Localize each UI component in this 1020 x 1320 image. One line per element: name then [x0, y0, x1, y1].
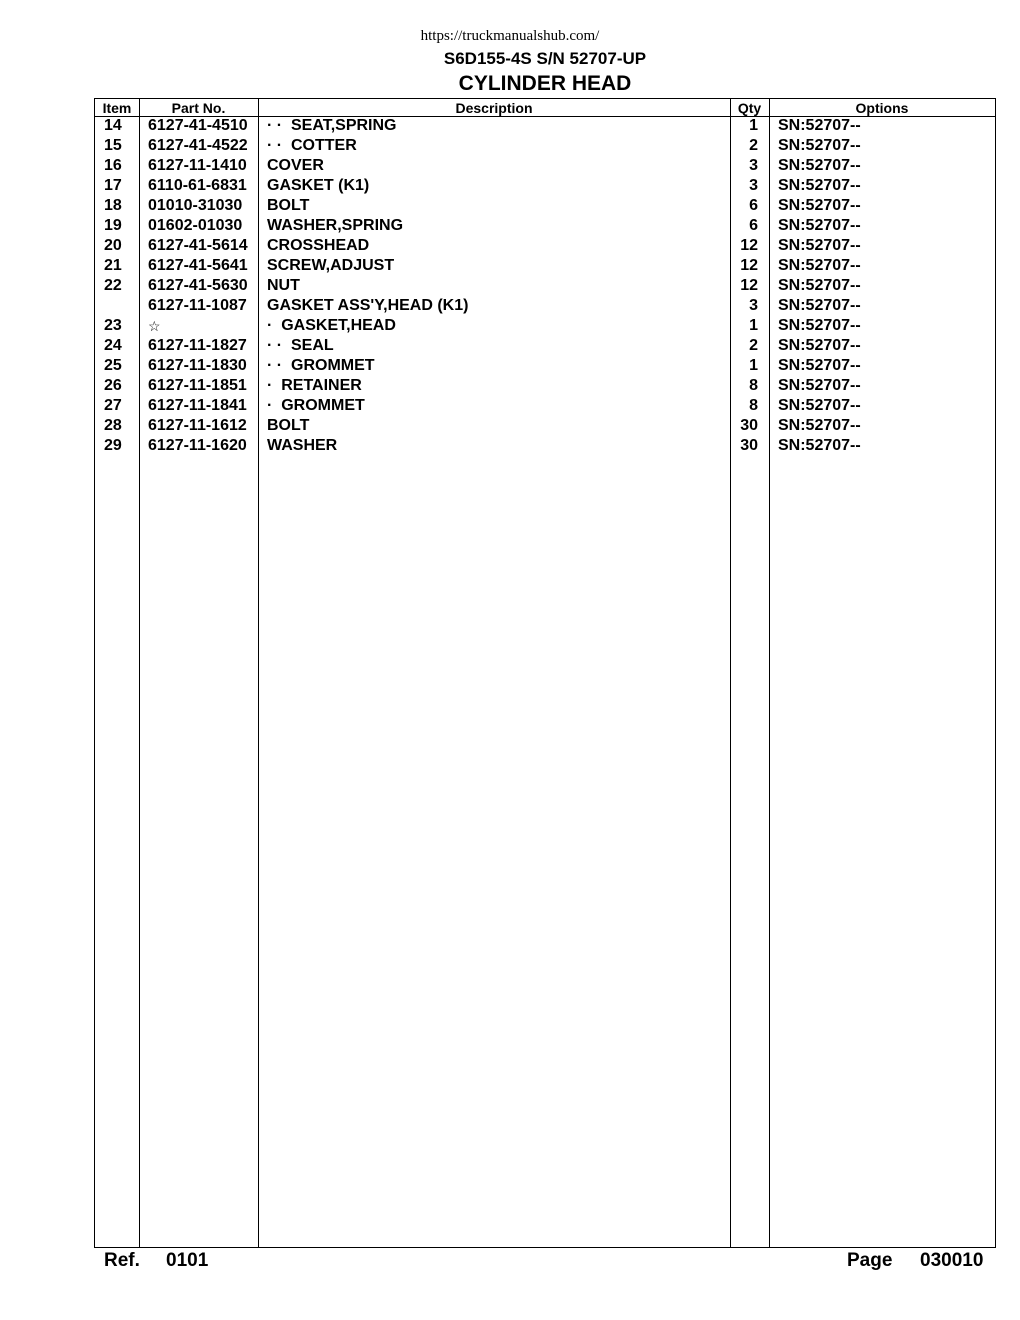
table-row	[95, 157, 995, 177]
part-description: GASKET ASS'Y,HEAD (K1)	[267, 297, 469, 314]
table-row	[95, 177, 995, 197]
part-description: WASHER,SPRING	[267, 217, 404, 234]
item-number: 26	[104, 377, 122, 394]
quantity: 1	[749, 317, 758, 334]
part-number: 6127-41-4510	[148, 117, 248, 134]
part-number: 6127-11-1620	[148, 437, 247, 454]
part-description: · · SEAT,SPRING	[267, 117, 397, 134]
quantity: 30	[740, 437, 758, 454]
item-number: 18	[104, 197, 122, 214]
quantity: 6	[749, 197, 758, 214]
part-number: 6127-11-1087	[148, 297, 247, 314]
item-number: 20	[104, 237, 122, 254]
part-description: COVER	[267, 157, 324, 174]
options-cell: SN:52707--	[778, 137, 861, 154]
part-number: 6127-41-5614	[148, 237, 248, 254]
parts-table	[94, 98, 996, 1248]
quantity: 3	[749, 297, 758, 314]
quantity: 8	[749, 377, 758, 394]
item-number: 24	[104, 337, 122, 354]
quantity: 8	[749, 397, 758, 414]
options-cell: SN:52707--	[778, 237, 861, 254]
options-cell: SN:52707--	[778, 357, 861, 374]
quantity: 3	[749, 177, 758, 194]
ref-value: 0101	[166, 1250, 209, 1271]
page-label: Page	[847, 1250, 893, 1271]
item-number: 23	[104, 317, 122, 334]
ref-label: Ref.	[104, 1250, 140, 1271]
options-cell: SN:52707--	[778, 197, 861, 214]
item-number: 25	[104, 357, 122, 374]
quantity: 2	[749, 337, 758, 354]
part-number: ☆	[148, 318, 161, 334]
part-description: · RETAINER	[267, 377, 362, 394]
options-cell: SN:52707--	[778, 177, 861, 194]
table-row	[95, 277, 995, 297]
column-header-options: Options	[855, 100, 909, 116]
quantity: 30	[740, 417, 758, 434]
item-number: 15	[104, 137, 122, 154]
quantity: 3	[749, 157, 758, 174]
part-description: · · GROMMET	[267, 357, 375, 374]
part-number: 6127-11-1851	[148, 377, 247, 394]
column-header-description: Description	[455, 100, 533, 116]
part-description: BOLT	[267, 197, 310, 214]
part-description: BOLT	[267, 417, 310, 434]
part-number: 01010-31030	[148, 197, 243, 214]
item-number: 22	[104, 277, 122, 294]
column-header-part: Part No.	[171, 100, 226, 116]
quantity: 12	[740, 257, 758, 274]
table-row	[95, 137, 995, 157]
part-number: 6127-11-1841	[148, 397, 247, 414]
page-number: 030010	[920, 1250, 984, 1271]
quantity: 12	[740, 237, 758, 254]
part-description: CROSSHEAD	[267, 237, 370, 254]
table-row	[95, 217, 995, 237]
model-heading: S6D155-4S S/N 52707-UP	[443, 49, 647, 68]
quantity: 12	[740, 277, 758, 294]
item-number: 21	[104, 257, 122, 274]
part-number: 6127-11-1410	[148, 157, 247, 174]
part-number: 6127-11-1827	[148, 337, 247, 354]
item-number: 16	[104, 157, 122, 174]
options-cell: SN:52707--	[778, 337, 861, 354]
column-header-qty: Qty	[737, 100, 762, 116]
table-row	[95, 437, 995, 457]
table-row	[95, 397, 995, 417]
table-row	[95, 377, 995, 397]
item-number: 19	[104, 217, 122, 234]
table-row	[95, 417, 995, 437]
quantity: 2	[749, 137, 758, 154]
options-cell: SN:52707--	[778, 217, 861, 234]
part-description: · GASKET,HEAD	[267, 317, 396, 334]
item-number: 27	[104, 397, 122, 414]
part-description: · · SEAL	[267, 337, 334, 354]
options-cell: SN:52707--	[778, 157, 861, 174]
table-row	[95, 117, 995, 137]
options-cell: SN:52707--	[778, 117, 861, 134]
page-title: CYLINDER HEAD	[458, 72, 632, 95]
quantity: 6	[749, 217, 758, 234]
quantity: 1	[749, 357, 758, 374]
column-header-item: Item	[102, 100, 132, 116]
part-number: 6127-11-1830	[148, 357, 247, 374]
part-number: 6127-41-5630	[148, 277, 248, 294]
part-number: 01602-01030	[148, 217, 243, 234]
part-number: 6127-41-4522	[148, 137, 248, 154]
table-row	[95, 237, 995, 257]
table-row	[95, 257, 995, 277]
table-row	[95, 197, 995, 217]
options-cell: SN:52707--	[778, 417, 861, 434]
options-cell: SN:52707--	[778, 317, 861, 334]
item-number: 28	[104, 417, 122, 434]
part-number: 6127-41-5641	[148, 257, 248, 274]
quantity: 1	[749, 117, 758, 134]
table-row	[95, 297, 995, 317]
part-description: SCREW,ADJUST	[267, 257, 395, 274]
item-number: 29	[104, 437, 122, 454]
table-row	[95, 337, 995, 357]
part-number: 6127-11-1612	[148, 417, 247, 434]
options-cell: SN:52707--	[778, 377, 861, 394]
item-number: 17	[104, 177, 122, 194]
part-description: · · COTTER	[267, 137, 357, 154]
part-description: · GROMMET	[267, 397, 365, 414]
options-cell: SN:52707--	[778, 397, 861, 414]
part-description: GASKET (K1)	[267, 177, 370, 194]
part-description: WASHER	[267, 437, 338, 454]
part-description: NUT	[267, 277, 300, 294]
table-row	[95, 357, 995, 377]
item-number: 14	[104, 117, 122, 134]
part-number: 6110-61-6831	[148, 177, 247, 194]
options-cell: SN:52707--	[778, 297, 861, 314]
table-row	[95, 317, 995, 337]
options-cell: SN:52707--	[778, 277, 861, 294]
options-cell: SN:52707--	[778, 257, 861, 274]
options-cell: SN:52707--	[778, 437, 861, 454]
source-url: https://truckmanualshub.com/	[420, 28, 600, 44]
